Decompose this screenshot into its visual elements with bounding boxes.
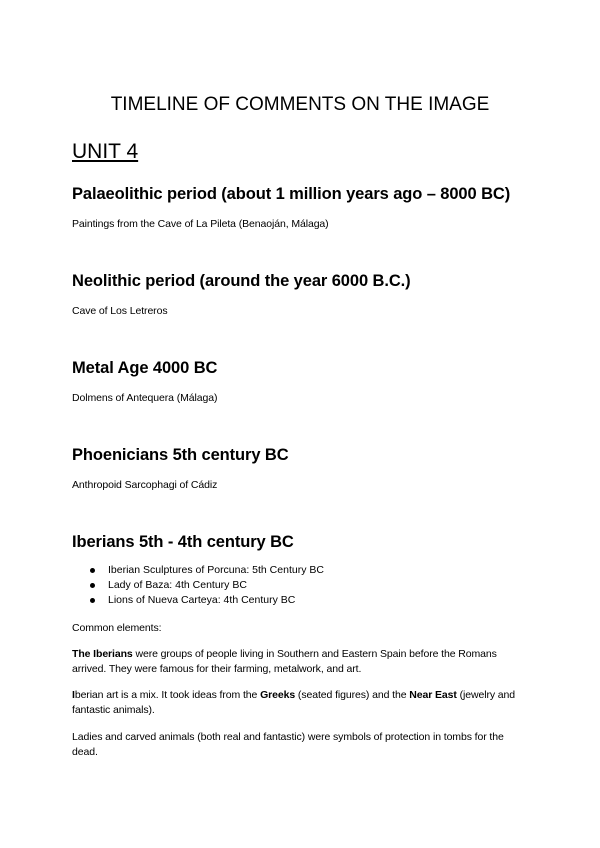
paragraph-text: (jewelry and fantastic animals).: [72, 689, 516, 716]
document-title: TIMELINE OF COMMENTS ON THE IMAGE: [110, 94, 490, 115]
list-item: [90, 563, 324, 578]
bold-term: Near East: [409, 689, 457, 701]
paragraph-text: (seated figures) and the: [295, 689, 410, 701]
section-heading-palaeolithic: Palaeolithic period (about 1 million years ago – 8000 BC): [72, 185, 511, 203]
paragraph-iberian-art: [72, 688, 532, 718]
section-text-neolithic: Cave of Los Letreros: [72, 305, 168, 317]
section-heading-iberians: Iberians 5th - 4th century BC: [72, 533, 294, 551]
list-item-text: Iberian Sculptures of Porcuna: 5th Century BC: [108, 564, 324, 576]
bold-initial: I: [72, 689, 75, 701]
section-text-phoenicians: Anthropoid Sarcophagi of Cádiz: [72, 479, 218, 491]
bold-term: Greeks: [260, 689, 296, 701]
list-item-text: Lady of Baza: 4th Century BC: [108, 579, 247, 591]
unit-heading: UNIT 4: [72, 140, 139, 163]
list-item-text: Lions of Nueva Carteya: 4th Century BC: [108, 594, 296, 606]
section-text-palaeolithic: Paintings from the Cave of La Pileta (Benaoján, Málaga): [72, 218, 329, 230]
bold-term: The Iberians: [72, 648, 133, 660]
paragraph-text: berian art is a mix. It took ideas from the: [74, 689, 261, 701]
section-heading-phoenicians: Phoenicians 5th century BC: [72, 446, 289, 464]
paragraph-text: were groups of people living in Southern and Eastern Spain before the Romans arrived. They were famous for their farming, metalwork, and art.: [72, 648, 497, 675]
list-item: [90, 578, 324, 593]
section-heading-metal-age: Metal Age 4000 BC: [72, 359, 218, 377]
bullet-icon: [90, 568, 95, 573]
list-item: [90, 593, 324, 608]
common-elements-label: Common elements:: [72, 622, 162, 634]
section-text-metal-age: Dolmens of Antequera (Málaga): [72, 392, 218, 404]
bullet-icon: [90, 583, 95, 588]
paragraph-symbols: Ladies and carved animals (both real and fantastic) were symbols of protection in tombs for the dead.: [72, 731, 504, 758]
section-heading-neolithic: Neolithic period (around the year 6000 B.C.): [72, 272, 411, 290]
paragraph-iberians: [72, 647, 532, 677]
iberian-works-list: [90, 563, 324, 608]
bullet-icon: [90, 598, 95, 603]
